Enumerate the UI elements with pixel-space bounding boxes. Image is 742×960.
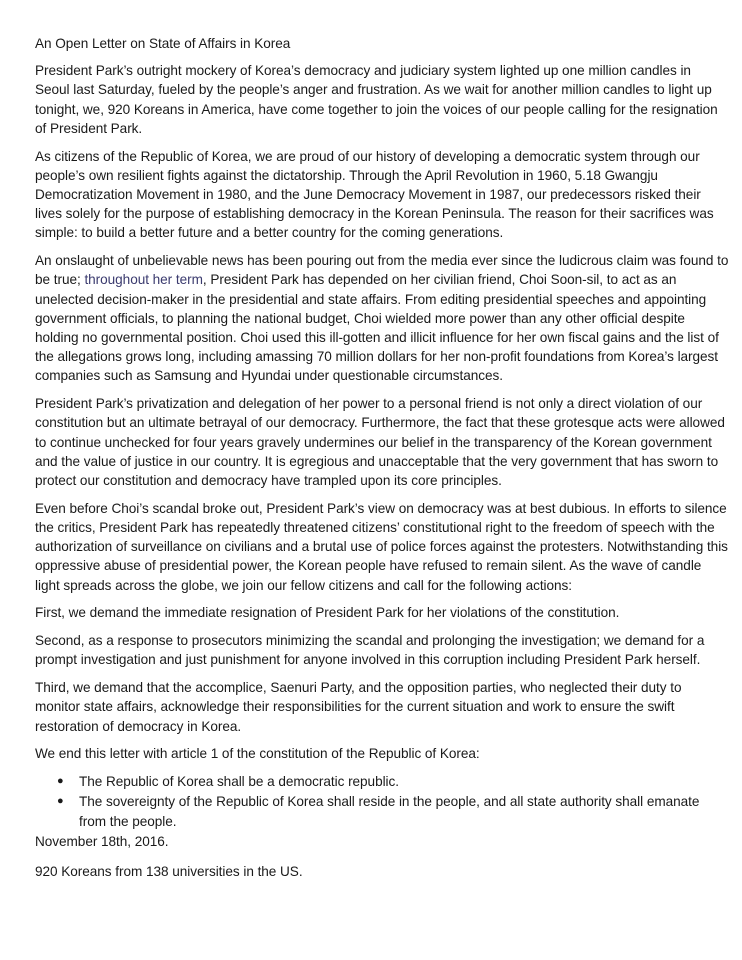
letter-date: November 18th, 2016.	[35, 833, 169, 849]
demand-second: Second, as a response to prosecutors minimizing the scandal and prolonging the investigation; we demand for a prompt investigation and just punishment for anyone involved in this corruption including President Park herself.	[35, 633, 705, 668]
paragraph-5: Even before Choi’s scandal broke out, President Park’s view on democracy was at best dubious. In efforts to silence the critics, President Park has repeatedly threatened citizens’ constitutional right to the freedom of speech with the authorization of surveillance on civilians and a brutal use of police forces against the protesters. Notwithstanding this oppressive abuse of presidential power, the Korean people have refused to remain silent. As the wave of candle light spreads across the globe, we join our fellow citizens and call for the following actions:	[35, 500, 728, 593]
paragraph-3-end: , President Park has depended on her civilian friend, Choi Soon-sil, to act as an unelected decision-maker in the presidential and state affairs. From editing presidential speeches and appointing government officials, to planning the national budget, Choi wielded more power than any other official despite holding no governmental position. Choi used this ill-gotten and illicit influence for her own fiscal gains and the list of the allegations grows long, including amassing 70 million dollars for her non-profit foundations from Korea’s largest companies such as Samsung and Hyundai under questionable circumstances.	[35, 272, 719, 384]
demand-third: Third, we demand that the accomplice, Saenuri Party, and the opposition parties, who neglected their duty to monitor state affairs, acknowledge their responsibilities for the current situation and work to ensure the swift restoration of democracy in Korea.	[35, 680, 682, 734]
closing-intro: We end this letter with article 1 of the constitution of the Republic of Korea:	[35, 746, 480, 762]
constitution-articles-list	[35, 772, 729, 831]
paragraph-4: President Park’s privatization and delegation of her power to a personal friend is not only a direct violation of our constitution but an ultimate betrayal of our democracy. Furthermore, the fact that these grotesque acts were allowed to continue unchecked for four years gravely undermines our belief in the transparency of the Korean government and the value of justice in our country. It is egregious and unacceptable that the very government that has sworn to protect our constitution and democracy have trampled upon its core principles.	[35, 396, 725, 489]
bullet-icon: ●	[57, 795, 64, 808]
paragraph-2: As citizens of the Republic of Korea, we are proud of our history of developing a democratic system through our people’s own resilient fights against the dictatorship. Through the April Revolution in 1960, 5.18 Gwangju Democratization Movement in 1980, and the June Democracy Movement in 1987, our predecessors risked their lives solely for the purpose of establishing democracy in the Korean Peninsula. The reason for their sacrifices was simple: to build a better future and a better country for the coming generations.	[35, 148, 714, 241]
paragraph-3-start: An onslaught of unbelievable news has been pouring out from the media ever since the ludicrous claim was found to be true;	[35, 253, 729, 288]
paragraph-3	[35, 251, 729, 385]
paragraph-1: President Park’s outright mockery of Korea’s democracy and judiciary system lighted up one million candles in Seoul last Saturday, fueled by the people’s anger and frustration. As we wait for another million candles to light up tonight, we, 920 Koreans in America, have come together to join the voices of our people calling for the resignation of President Park.	[35, 63, 718, 136]
article-text: The sovereignty of the Republic of Korea shall reside in the people, and all state authority shall emanate from the people.	[79, 794, 700, 829]
bullet-icon: ●	[57, 775, 64, 788]
demand-first: First, we demand the immediate resignation of President Park for her violations of the constitution.	[35, 605, 620, 621]
article-text: The Republic of Korea shall be a democratic republic.	[79, 774, 399, 790]
letter-signature: 920 Koreans from 138 universities in the US.	[35, 864, 303, 880]
letter-page	[35, 34, 729, 881]
highlighted-phrase: throughout her term	[84, 272, 203, 288]
list-item	[57, 792, 729, 830]
letter-title: An Open Letter on State of Affairs in Korea	[35, 36, 291, 51]
list-item	[57, 772, 729, 791]
